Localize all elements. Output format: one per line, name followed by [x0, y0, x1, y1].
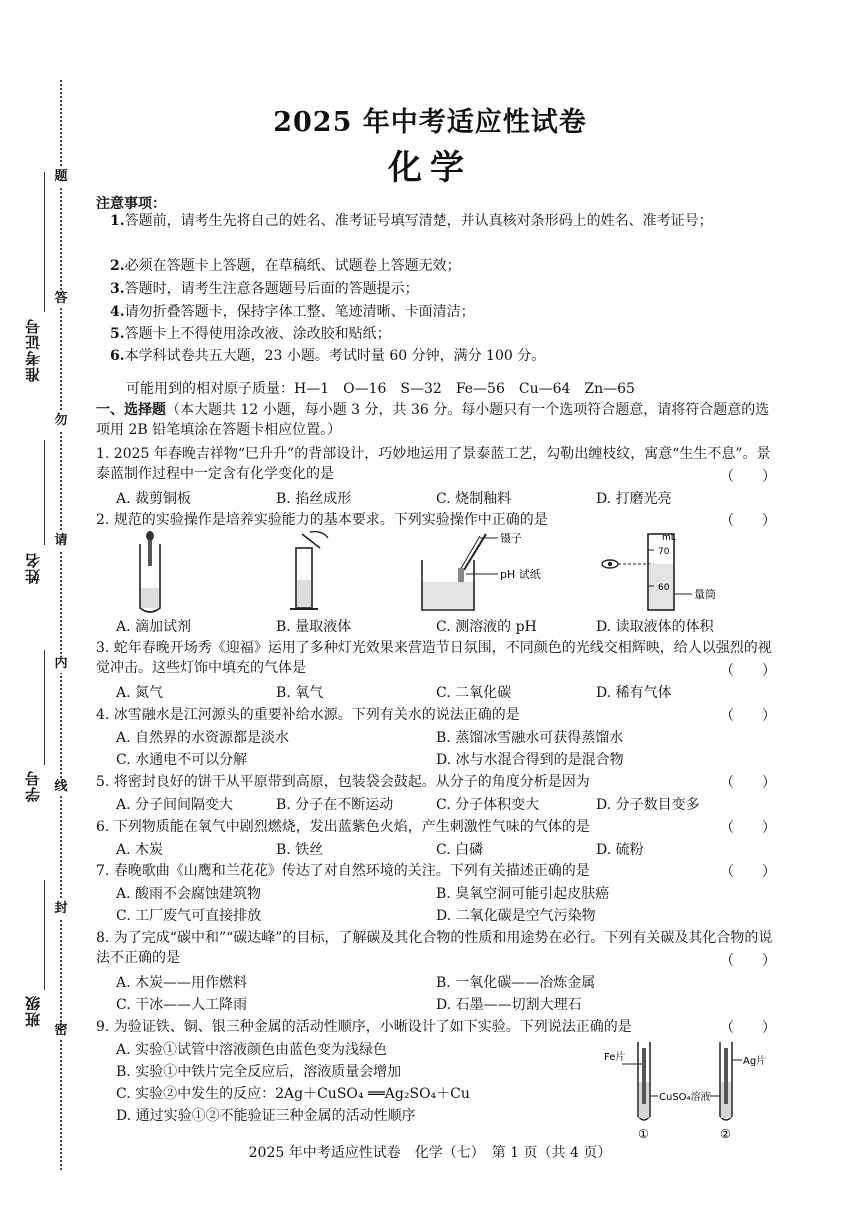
option[interactable]: D. 分子数目变多 [596, 797, 700, 813]
question-4-stem: 4. 冰雪融水是江河源头的重要补给水源。下列有关水的说法正确的是 [96, 707, 520, 723]
option[interactable]: B. 铁丝 [276, 842, 324, 858]
name-blank[interactable] [44, 440, 45, 545]
option[interactable]: B. 分子在不断运动 [276, 797, 394, 813]
tweezers-label: 镊子 [500, 532, 522, 545]
answer-paren[interactable]: （ ） [720, 864, 776, 880]
section-heading: 一、选择题（本大题共 12 小题，每小题 3 分，共 36 分。每小题只有一个选项符合题意，请将符合题意的选项用 2B 铅笔填涂在答题卡相应位置。） [96, 402, 770, 438]
tube-1-label: ① [638, 1127, 649, 1141]
answer-paren[interactable]: （ ） [720, 953, 776, 969]
tube-2-label: ② [720, 1127, 731, 1141]
seal-char: 勿 [52, 412, 70, 430]
note-item: 3.答题时，请考生注意各题题号后面的答题提示； [110, 281, 419, 297]
option[interactable]: C. 测溶液的 pH [436, 619, 537, 635]
option[interactable]: A. 裁剪铜板 [116, 491, 192, 507]
notes-heading: 注意事项： [96, 196, 166, 212]
option[interactable]: B. 蒸馏冰雪融水可获得蒸馏水 [436, 730, 624, 746]
question-7-stem: 7. 春晚歌曲《山鹰和兰花花》传达了对自然环境的关注。下列有关描述正确的是 [96, 863, 590, 879]
page-footer: 2025 年中考适应性试卷 化学（七） 第 1 页（共 4 页） [248, 1145, 612, 1161]
option[interactable]: A. 氮气 [116, 685, 164, 701]
class-blank[interactable] [44, 880, 45, 990]
ag-label: Ag片 [743, 1056, 767, 1067]
answer-paren[interactable]: （ ） [720, 775, 776, 791]
option[interactable]: D. 二氧化碳是空气污染物 [436, 908, 596, 924]
metal-activity-figure [604, 1038, 774, 1142]
field-student-id: 学号 [24, 770, 42, 802]
option[interactable]: B. 掐丝成形 [276, 491, 352, 507]
question-2-stem: 2. 规范的实验操作是培养实验能力的基本要求。下列实验操作中正确的是 [96, 512, 548, 528]
option[interactable]: A. 木炭——用作燃料 [116, 975, 248, 991]
note-item: 2.必须在答题卡上答题，在草稿纸、试题卷上答题无效； [110, 258, 461, 274]
exam-number-blank[interactable] [44, 172, 45, 312]
exam-title: 2025 年中考适应性试卷 [273, 107, 587, 138]
tick-70: 70 [658, 547, 670, 557]
option[interactable]: C. 白磷 [436, 842, 484, 858]
student-id-blank[interactable] [44, 650, 45, 765]
seal-char: 答 [52, 290, 70, 308]
option[interactable]: C. 烧制釉料 [436, 491, 512, 507]
binding-line [60, 80, 62, 1170]
seal-char: 线 [52, 778, 70, 796]
subject-title: 化学 [388, 148, 472, 188]
option[interactable]: A. 酸雨不会腐蚀建筑物 [116, 886, 262, 902]
question-1-stem: 1. 2025 年春晚吉祥物“巳升升”的背部设计，巧妙地运用了景泰蓝工艺，勾勒出缠枝纹，寓意“生生不息”。景泰蓝制作过程中一定含有化学变化的是 [96, 446, 771, 482]
question-5-options [116, 794, 776, 814]
read-volume-figure [596, 530, 746, 614]
question-2-options [116, 616, 776, 636]
option[interactable]: B. 臭氧空洞可能引起皮肤癌 [436, 886, 610, 902]
question-6-options [116, 839, 776, 859]
question-3-stem: 3. 蛇年春晚开场秀《迎福》运用了多种灯光效果来营造节日氛围，不同颜色的光线交相辉映，给人以强烈的视觉冲击。这些灯饰中填充的气体是 [96, 640, 772, 676]
option[interactable]: C. 干冰——人工降雨 [116, 997, 248, 1013]
option[interactable]: C. 实验②中发生的反应：2Ag＋CuSO₄ ══Ag₂SO₄＋Cu [116, 1086, 470, 1102]
question-1-options [116, 488, 776, 508]
option[interactable]: D. 硫粉 [596, 842, 644, 858]
option[interactable]: D. 石墨——切割大理石 [436, 997, 582, 1013]
answer-paren[interactable]: （ ） [720, 708, 776, 724]
question-5-stem: 5. 将密封良好的饼干从平原带到高原，包装袋会鼓起。从分子的角度分析是因为 [96, 774, 590, 790]
note-item: 4.请勿折叠答题卡，保持字体工整、笔迹清晰、卡面清洁； [110, 304, 475, 320]
solution-label: CuSO₄溶液 [659, 1092, 711, 1103]
option[interactable]: A. 自然界的水资源都是淡水 [116, 730, 290, 746]
fe-label: Fe片 [604, 1052, 626, 1063]
option[interactable]: D. 通过实验①②不能验证三种金属的活动性顺序 [116, 1108, 416, 1124]
option[interactable]: D. 打磨光亮 [596, 491, 672, 507]
cylinder-label: 量筒 [694, 588, 716, 601]
option[interactable]: B. 量取液体 [276, 619, 352, 635]
option[interactable]: B. 一氧化碳——冶炼金属 [436, 975, 596, 991]
question-7-options [116, 883, 776, 903]
question-3-options [116, 682, 776, 702]
answer-paren[interactable]: （ ） [720, 663, 776, 679]
dropper-test-tube-figure [130, 530, 170, 614]
seal-char: 封 [52, 900, 70, 918]
note-item: 6.本学科试卷共五大题，23 小题。考试时量 60 分钟，满分 100 分。 [110, 348, 546, 364]
question-7-options-row2 [116, 905, 776, 925]
option[interactable]: C. 二氧化碳 [436, 685, 512, 701]
option[interactable]: D. 冰与水混合得到的是混合物 [436, 752, 624, 768]
question-2-figures [96, 530, 776, 614]
answer-paren[interactable]: （ ） [720, 469, 776, 485]
option[interactable]: B. 实验①中铁片完全反应后，溶液质量会增加 [116, 1064, 402, 1080]
option[interactable]: B. 氧气 [276, 685, 324, 701]
seal-char: 题 [52, 168, 70, 186]
seal-char: 内 [52, 655, 70, 673]
answer-paren[interactable]: （ ） [720, 1020, 776, 1036]
ml-label: mL [662, 533, 676, 543]
question-8-options-row2 [116, 994, 776, 1014]
pouring-cylinder-figure [280, 530, 340, 614]
atomic-mass-line: 可能用到的相对原子质量：H—1 O—16 S—32 Fe—56 Cu—64 Zn—65 [126, 381, 635, 397]
option[interactable]: D. 稀有气体 [596, 685, 672, 701]
seal-char: 请 [52, 532, 70, 550]
seal-char: 密 [52, 1022, 70, 1040]
option[interactable]: D. 读取液体的体积 [596, 619, 714, 635]
question-4-options [116, 727, 776, 747]
field-class: 班级 [24, 995, 42, 1027]
question-9-stem: 9. 为验证铁、铜、银三种金属的活动性顺序，小晰设计了如下实验。下列说法正确的是 [96, 1019, 632, 1035]
question-6-stem: 6. 下列物质能在氧气中剧烈燃烧，发出蓝紫色火焰，产生刺激性气味的气体的是 [96, 819, 590, 835]
question-8-stem: 8. 为了完成“碳中和”“碳达峰”的目标，了解碳及其化合物的性质和用途势在必行。下列有关碳及其化合物的说法不正确的是 [96, 930, 773, 966]
answer-paren[interactable]: （ ） [720, 820, 776, 836]
note-item: 1.答题前，请考生先将自己的姓名、准考证号填写清楚，并认真核对条形码上的姓名、准考证号； [110, 213, 713, 229]
field-exam-number: 准考证号 [24, 318, 42, 382]
option[interactable]: C. 分子体积变大 [436, 797, 540, 813]
option[interactable]: C. 水通电不可以分解 [116, 752, 248, 768]
option[interactable]: C. 工厂废气可直接排放 [116, 908, 262, 924]
answer-paren[interactable]: （ ） [720, 513, 776, 529]
option[interactable]: A. 木炭 [116, 842, 164, 858]
question-8-options [116, 972, 776, 992]
tick-60: 60 [658, 583, 670, 593]
option[interactable]: A. 分子间间隔变大 [116, 797, 234, 813]
option[interactable]: A. 实验①试管中溶液颜色由蓝色变为浅绿色 [116, 1042, 388, 1058]
ph-paper-label: pH 试纸 [500, 568, 541, 581]
field-name: 姓名 [24, 552, 42, 584]
note-item: 5.答题卡上不得使用涂改液、涂改胶和贴纸； [110, 326, 391, 342]
question-4-options-row2 [116, 749, 776, 769]
option[interactable]: A. 滴加试剂 [116, 619, 192, 635]
ph-beaker-figure [414, 530, 564, 614]
